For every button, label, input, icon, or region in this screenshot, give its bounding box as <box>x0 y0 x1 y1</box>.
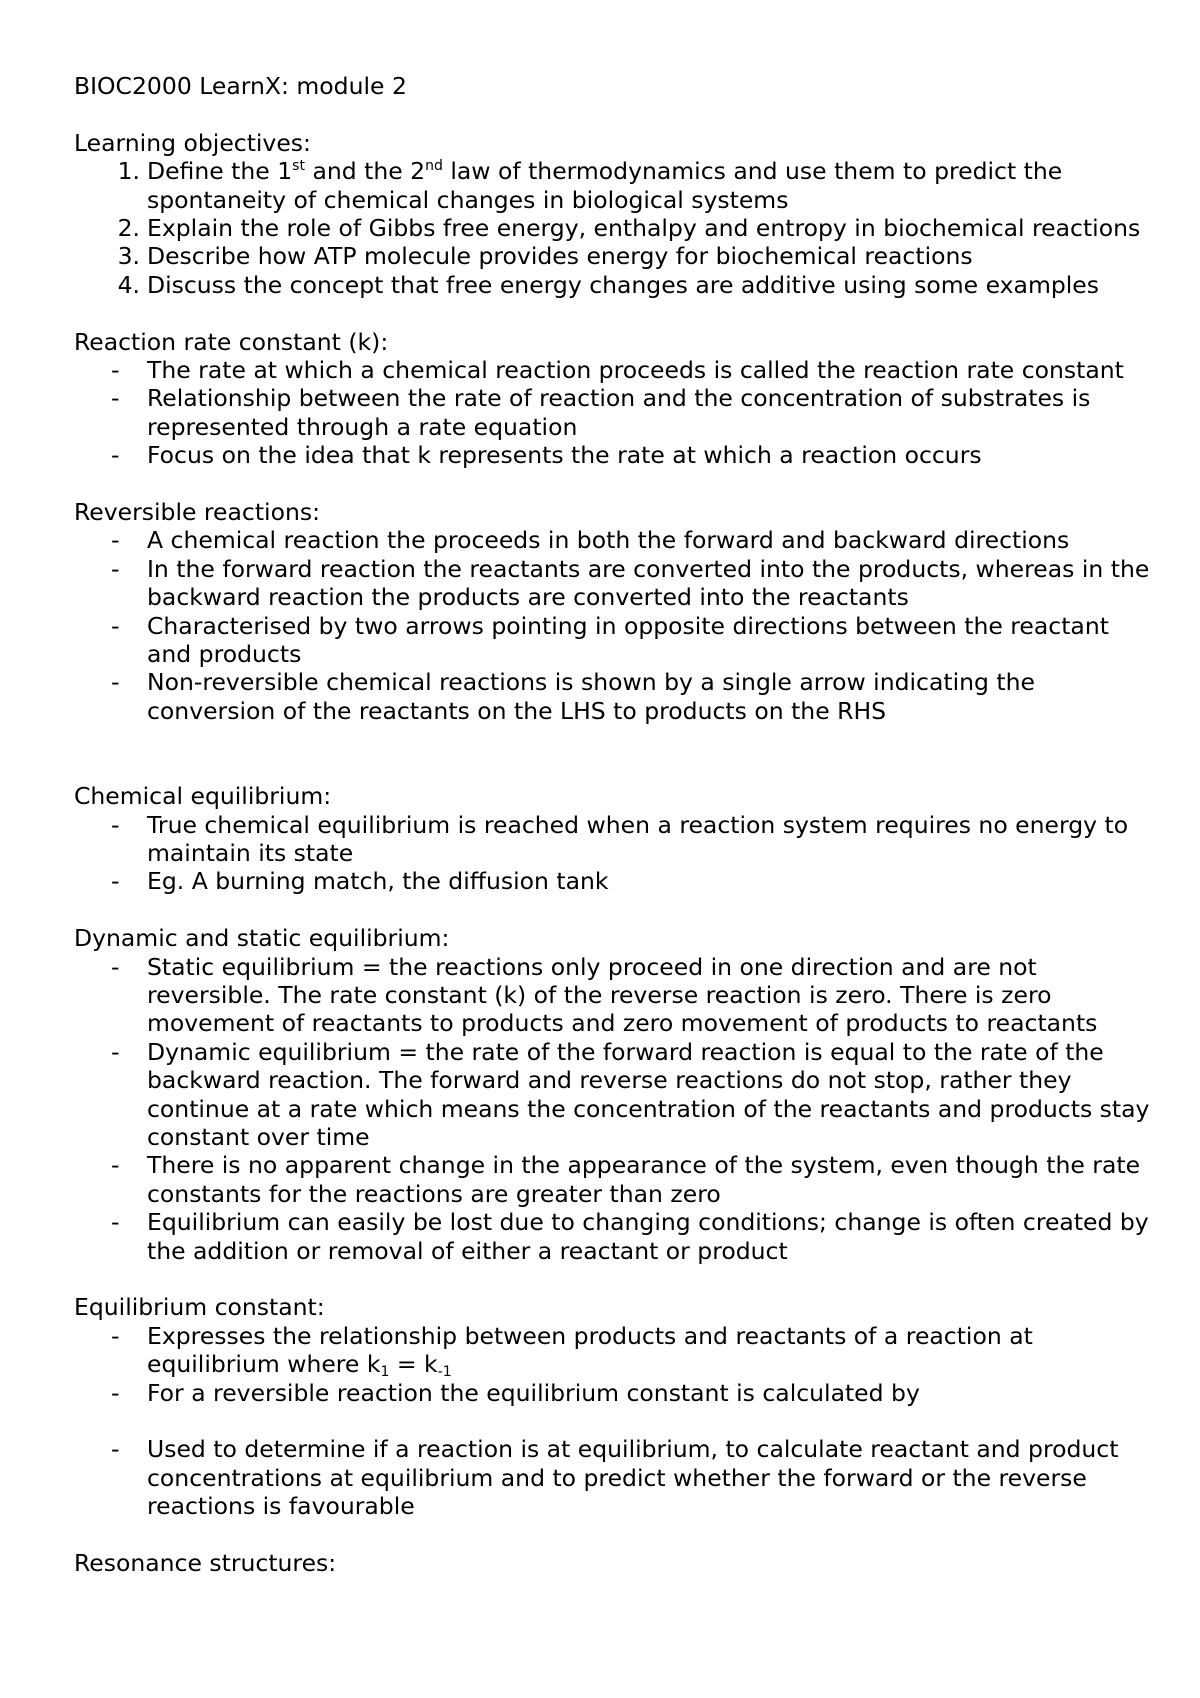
item-text: Explain the role of Gibbs free energy, enthalpy and entropy in biochemical reactions <box>147 214 1141 243</box>
list-item <box>74 953 1154 1038</box>
list-item <box>74 811 1154 868</box>
list-item <box>74 526 1154 554</box>
resonance-section <box>74 1549 1154 1577</box>
list-item <box>74 157 1154 214</box>
list-item <box>74 356 1154 384</box>
list-item <box>74 1322 1154 1379</box>
item-text: In the forward reaction the reactants are converted into the products, whereas in the backward reaction the products are converted into the reactants <box>147 554 1150 612</box>
item-text: A chemical reaction the proceeds in both the forward and backward directions <box>147 526 1070 555</box>
item-text: Characterised by two arrows pointing in opposite directions between the reactant and products <box>147 611 1109 669</box>
section-heading: Reaction rate constant (k): <box>74 327 389 356</box>
learning-objectives-section <box>74 129 1154 299</box>
dash-bullet: - <box>111 356 120 385</box>
section-heading: Reversible reactions: <box>74 498 321 527</box>
section-heading: Chemical equilibrium: <box>74 782 332 811</box>
dash-bullet: - <box>111 554 120 583</box>
item-text: True chemical equilibrium is reached when a reaction system requires no energy to maintain its state <box>147 810 1129 867</box>
dash-bullet: - <box>111 867 120 896</box>
reaction-rate-section <box>74 328 1154 470</box>
item-text: Dynamic equilibrium = the rate of the forward reaction is equal to the rate of the backward reaction. The forward and reverse reactions do not stop, rather they continue at a rate which means the concentration of the reactants and products stay constant over time <box>147 1037 1150 1151</box>
item-text: Relationship between the rate of reaction and the concentration of substrates is represented through a rate equation <box>147 384 1091 441</box>
list-item <box>74 1435 1154 1520</box>
item-text: Eg. A burning match, the diffusion tank <box>147 867 609 896</box>
equilibrium-constant-section <box>74 1293 1154 1520</box>
list-number: 1. <box>117 157 140 186</box>
bullet-list <box>74 1322 1154 1407</box>
item-text: Equilibrium can easily be lost due to changing conditions; change is often created by the addition or removal of either a reactant or product <box>147 1208 1149 1265</box>
dash-bullet: - <box>111 1378 120 1407</box>
chemical-equilibrium-section <box>74 782 1154 896</box>
bullet-list <box>74 953 1154 1265</box>
list-item <box>74 1379 1154 1407</box>
blank-space <box>74 1407 1154 1435</box>
section-heading: Dynamic and static equilibrium: <box>74 924 450 953</box>
item-text: Focus on the idea that k represents the rate at which a reaction occurs <box>147 441 982 470</box>
item-text: The rate at which a chemical reaction proceeds is called the reaction rate constant <box>147 356 1124 385</box>
list-item <box>74 668 1154 725</box>
section-heading: Equilibrium constant: <box>74 1293 325 1322</box>
item-text: There is no apparent change in the appearance of the system, even though the rate constants for the reactions are greater than zero <box>147 1151 1141 1208</box>
dash-bullet: - <box>111 810 120 839</box>
section-heading: Learning objectives: <box>74 128 311 157</box>
list-item <box>74 1038 1154 1152</box>
item-text: Expresses the relationship between products and reactants of a reaction at equilibrium where $k_1 = k_{-1}$ <box>147 1321 1033 1381</box>
list-item <box>74 214 1154 242</box>
list-number: 3. <box>117 242 140 271</box>
list-number: 4. <box>117 270 140 299</box>
dash-bullet: - <box>111 1435 120 1464</box>
bullet-list <box>74 526 1154 725</box>
document-title: BIOC2000 LearnX: module 2 <box>74 72 407 100</box>
list-number: 2. <box>117 214 140 243</box>
list-item <box>74 271 1154 299</box>
document-page <box>74 72 1154 1606</box>
bullet-list <box>74 811 1154 896</box>
item-text: Used to determine if a reaction is at equilibrium, to calculate reactant and product concentrations at equilibrium and to predict whether the forward or the reverse reactions is favourable <box>147 1435 1119 1521</box>
list-item <box>74 384 1154 441</box>
dash-bullet: - <box>111 668 120 697</box>
dash-bullet: - <box>111 441 120 470</box>
item-text: Discuss the concept that free energy changes are additive using some examples <box>147 270 1099 299</box>
list-item <box>74 612 1154 669</box>
bullet-list <box>74 356 1154 470</box>
item-text: Non-reversible chemical reactions is shown by a single arrow indicating the conversion of the reactants on the LHS to products on the RHS <box>147 668 1035 725</box>
dash-bullet: - <box>111 1208 120 1237</box>
dash-bullet: - <box>111 1037 120 1066</box>
reversible-reactions-section <box>74 498 1154 725</box>
item-text: Static equilibrium = the reactions only proceed in one direction and are not reversible. The rate constant (k) of the reverse reaction is zero. There is zero movement of reactants to products and zero movement of products to reactants <box>147 952 1098 1038</box>
list-item <box>74 867 1154 895</box>
dash-bullet: - <box>111 611 120 640</box>
section-heading: Resonance structures: <box>74 1549 337 1577</box>
dash-bullet: - <box>111 1321 120 1350</box>
list-item <box>74 441 1154 469</box>
dash-bullet: - <box>111 384 120 413</box>
item-text: Describe how ATP molecule provides energy for biochemical reactions <box>147 242 973 271</box>
list-item <box>74 1151 1154 1208</box>
item-text: For a reversible reaction the equilibrium constant is calculated by <box>147 1378 920 1407</box>
dash-bullet: - <box>111 1151 120 1180</box>
dash-bullet: - <box>111 526 120 555</box>
bullet-list <box>74 1435 1154 1520</box>
list-item <box>74 555 1154 612</box>
objectives-list <box>74 157 1154 299</box>
dash-bullet: - <box>111 952 120 981</box>
list-item <box>74 1208 1154 1265</box>
list-item <box>74 242 1154 270</box>
item-text: Define the 1st and the 2nd law of thermodynamics and use them to predict the spontaneity of chemical changes in biological systems <box>147 157 1063 214</box>
dynamic-static-section <box>74 924 1154 1265</box>
